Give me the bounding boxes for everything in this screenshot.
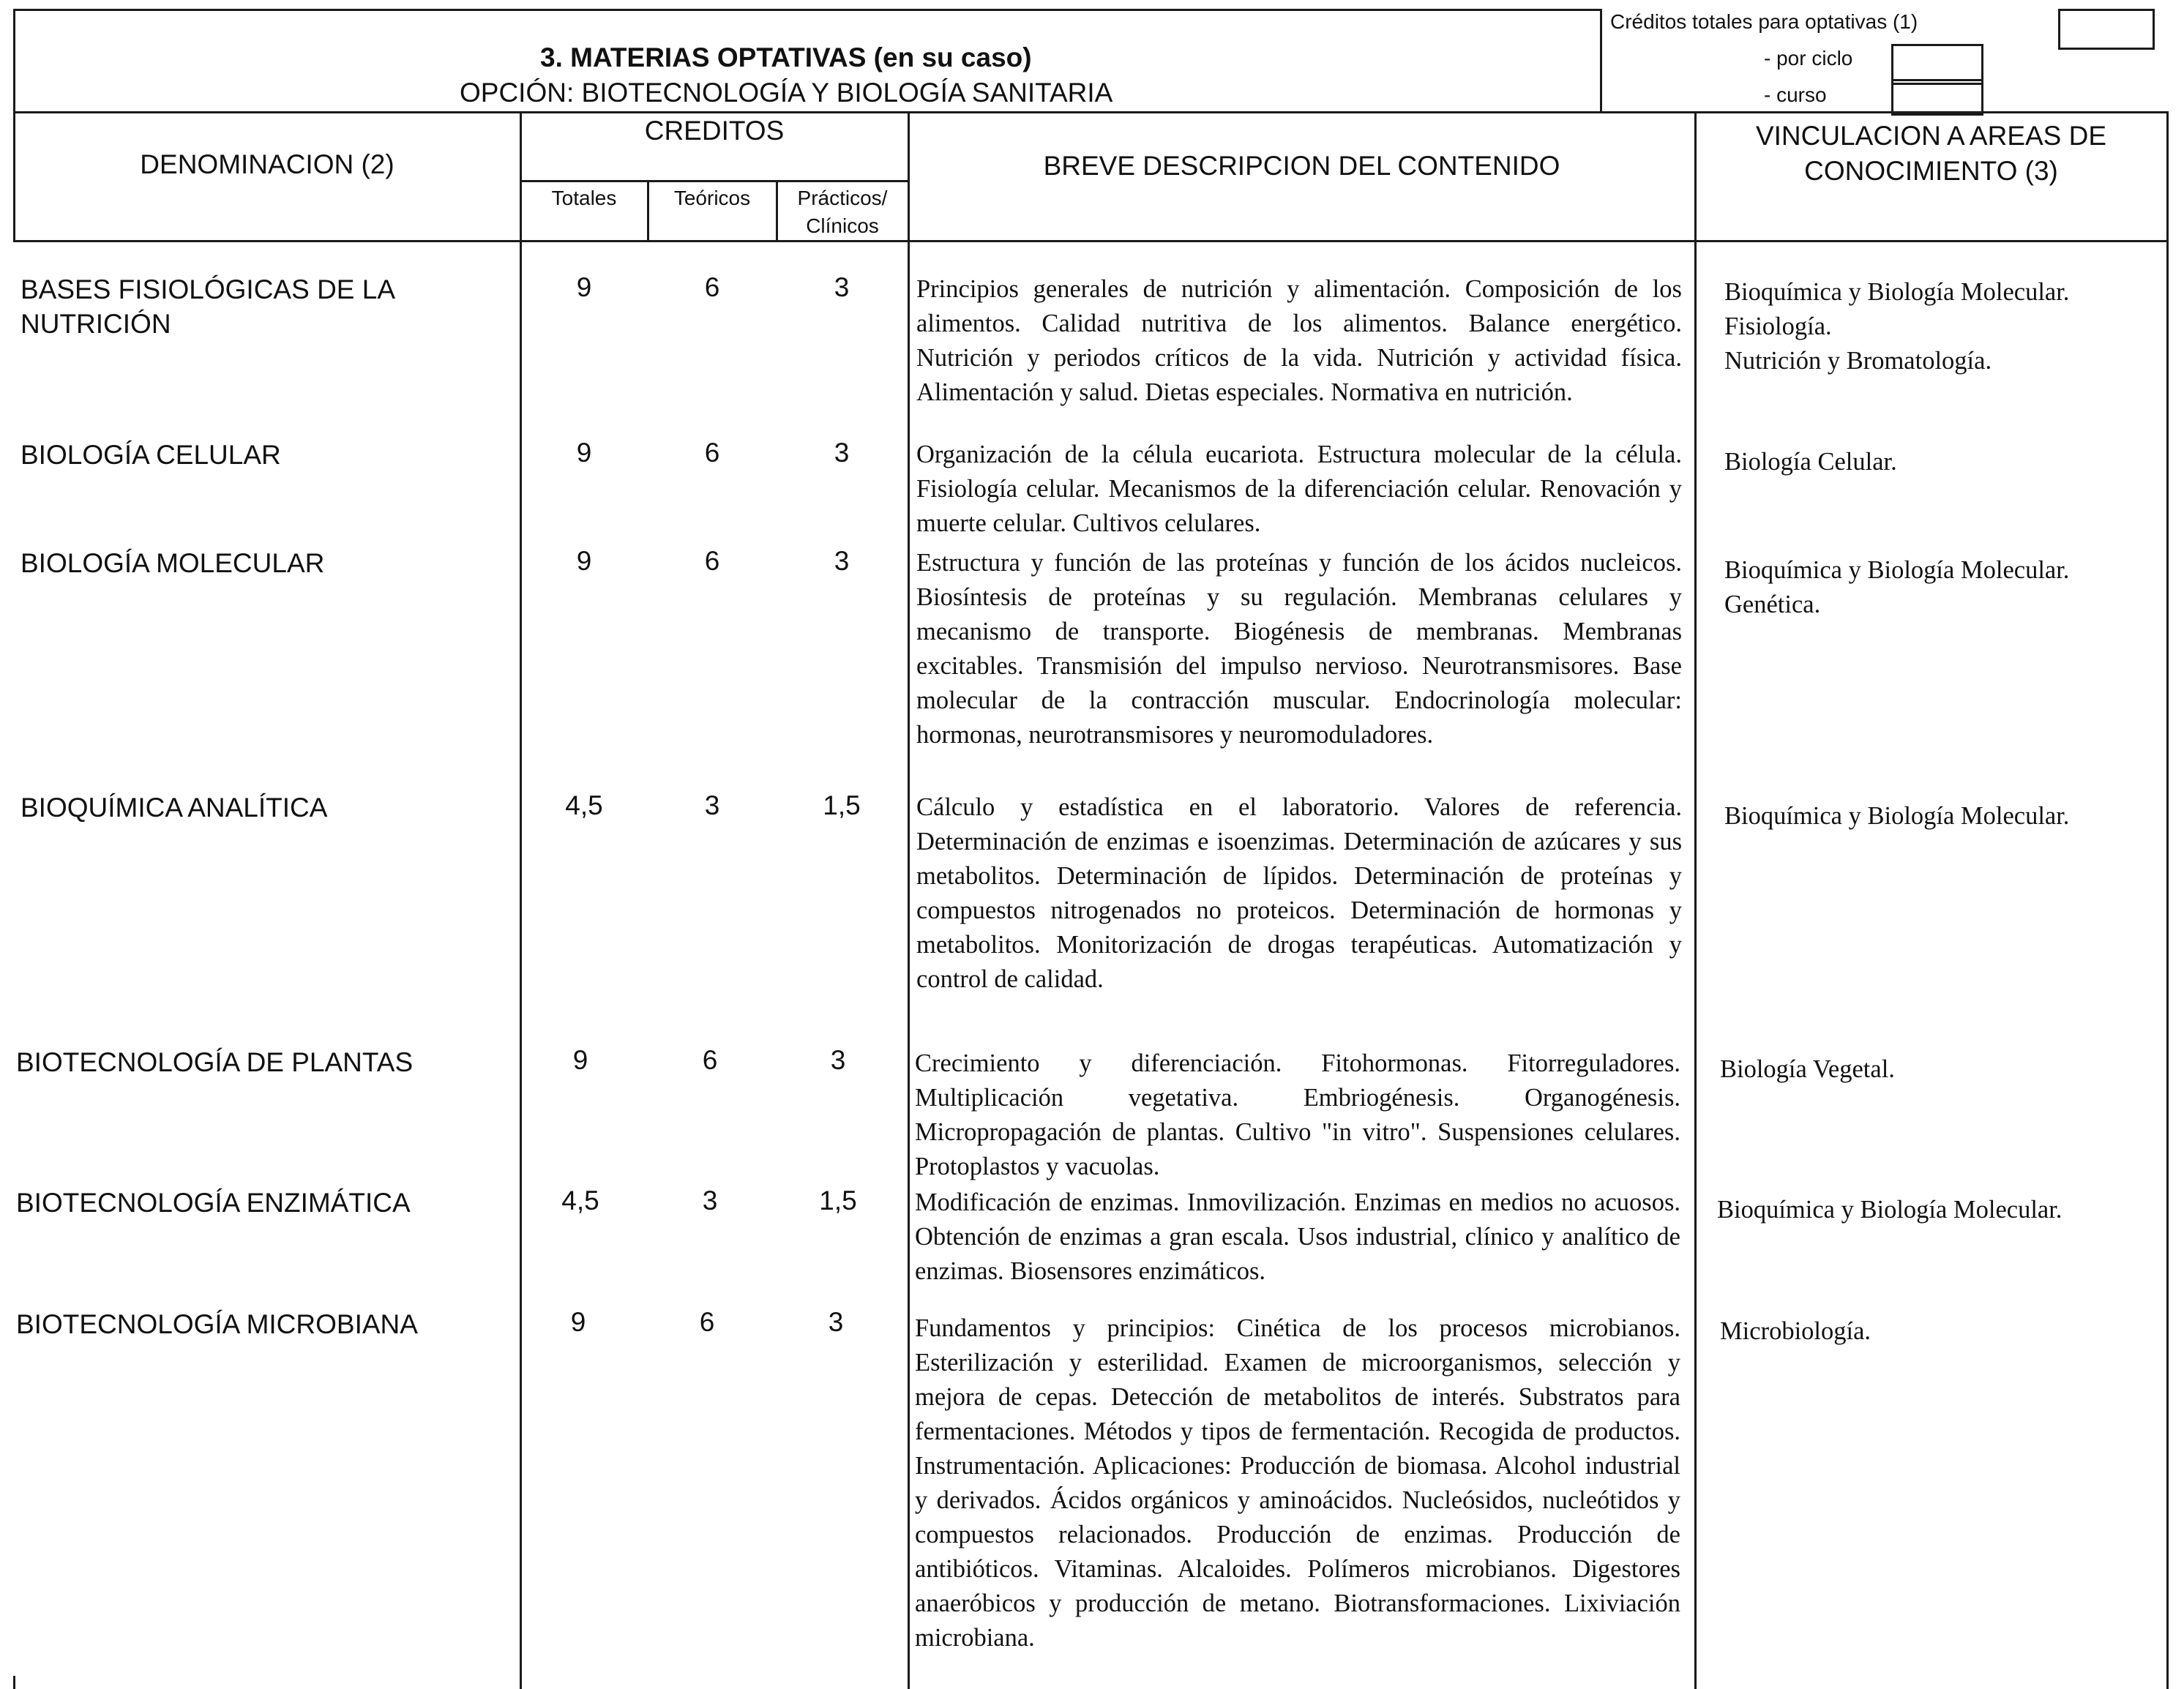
- course-label: - curso: [1764, 83, 1827, 106]
- credits-totals: 4,5: [565, 790, 603, 820]
- knowledge-area: Fisiología.: [1724, 312, 1832, 340]
- col-practice-header-line1: Prácticos/: [797, 187, 888, 209]
- credits-theory: 3: [704, 790, 720, 820]
- credits-total-box[interactable]: [2058, 9, 2155, 50]
- credits-theory: 6: [704, 546, 720, 576]
- per-cycle-label: - por ciclo: [1764, 47, 1853, 70]
- knowledge-area: Biología Celular.: [1724, 448, 1897, 476]
- knowledge-areas: [1720, 1314, 1871, 1349]
- option-subtitle: OPCIÓN: BIOTECNOLOGÍA Y BIOLOGÍA SANITARIA: [460, 78, 1113, 108]
- credits-totals: 9: [576, 546, 592, 576]
- content-description: Estructura y función de las proteínas y función de los ácidos nucleicos. Biosíntesis de proteínas y su regulación. Membranas celulares y mecanismo de transporte. Biogénesis de membranas. Membranas excitables. Transmisión del impulso nervioso. Neurotransmisores. Base molecular de la contracción muscular. Endocrinología molecular: hormonas, neurotransmisores y neuromoduladores.: [916, 549, 1682, 749]
- knowledge-areas: [1720, 1052, 1895, 1087]
- course-box[interactable]: [1891, 79, 1983, 116]
- col-practice-header-line2: Clínicos: [806, 214, 879, 237]
- col-practice-header: [777, 184, 908, 240]
- subject-name: BIOLOGÍA CELULAR: [20, 440, 281, 470]
- subject-name: BASES FISIOLÓGICAS DE LA NUTRICIÓN: [20, 274, 394, 339]
- subject-name: BIOLOGÍA MOLECULAR: [20, 548, 325, 578]
- content-description: Organización de la célula eucariota. Estructura molecular de la célula. Fisiología celular. Mecanismos de la diferenciación celular. Renovación y muerte celular. Cultivos celulares.: [916, 441, 1682, 537]
- knowledge-areas: [1717, 1193, 2062, 1227]
- credits-totals: 9: [576, 272, 592, 302]
- knowledge-area: Bioquímica y Biología Molecular.: [1724, 278, 2070, 306]
- credits-practice: 1,5: [823, 790, 861, 820]
- knowledge-area: Biología Vegetal.: [1720, 1055, 1895, 1083]
- col-totals-header: Totales: [551, 187, 617, 209]
- section-title: 3. MATERIAS OPTATIVAS (en su caso): [540, 42, 1032, 72]
- subject-name: BIOTECNOLOGÍA ENZIMÁTICA: [16, 1188, 411, 1218]
- col-theory-header: Teóricos: [673, 187, 751, 209]
- credits-totals: 4,5: [561, 1186, 599, 1216]
- col-areas-header: [1696, 119, 2166, 189]
- subject-name: BIOTECNOLOGÍA MICROBIANA: [16, 1309, 418, 1339]
- credits-totals: 9: [570, 1307, 586, 1337]
- content-description: Cálculo y estadística en el laboratorio. Valores de referencia. Determinación de enzimas e isoenzimas. Determinación de azúcares y sus metabolitos. Determinación de lípidos. Determinación de proteínas y compuestos nitrogenados no proteicos. Determinación de hormonas y metabolitos. Monitorización de drogas terapéuticas. Automatización y control de calidad.: [916, 793, 1682, 993]
- col-description-header: BREVE DESCRIPCION DEL CONTENIDO: [1043, 151, 1560, 181]
- col-denomination-header: DENOMINACION (2): [140, 149, 394, 179]
- credits-practice: 1,5: [819, 1186, 857, 1216]
- subject-name: BIOTECNOLOGÍA DE PLANTAS: [16, 1047, 414, 1077]
- knowledge-areas: [1724, 445, 1897, 479]
- col-areas-header-line2: CONOCIMIENTO (3): [1804, 156, 2058, 186]
- content-description: Principios generales de nutrición y alimentación. Composición de los alimentos. Calidad nutritiva de los alimentos. Balance energético. Nutrición y periodos críticos de la vida. Nutrición y actividad física. Alimentación y salud. Dietas especiales. Normativa en nutrición.: [916, 275, 1682, 406]
- content-description: Crecimiento y diferenciación. Fitohormonas. Fitorreguladores. Multiplicación vegetativa. Embriogénesis. Organogénesis. Micropropagación de plantas. Cultivo "in vitro". Suspensiones celulares. Protoplastos y vacuolas.: [915, 1049, 1680, 1180]
- credits-theory: 6: [704, 272, 720, 302]
- knowledge-area: Bioquímica y Biología Molecular.: [1724, 802, 2070, 830]
- credits-theory: 3: [702, 1186, 718, 1216]
- credits-theory: 6: [702, 1045, 718, 1075]
- knowledge-area: Genética.: [1724, 591, 1821, 618]
- knowledge-area: Microbiología.: [1720, 1317, 1871, 1345]
- credits-practice: 3: [828, 1307, 844, 1337]
- knowledge-areas: [1724, 553, 2069, 622]
- credits-totals: 9: [576, 438, 592, 468]
- knowledge-area: Bioquímica y Biología Molecular.: [1717, 1196, 2063, 1224]
- col-areas-header-line1: VINCULACION A AREAS DE: [1755, 121, 2107, 151]
- subject-name: BIOQUÍMICA ANALÍTICA: [20, 793, 328, 823]
- credits-practice: 3: [834, 438, 850, 468]
- knowledge-area: Nutrición y Bromatología.: [1724, 347, 1992, 375]
- credits-totals: 9: [572, 1045, 588, 1075]
- knowledge-areas: [1724, 799, 2069, 834]
- knowledge-area: Bioquímica y Biología Molecular.: [1724, 556, 2070, 584]
- knowledge-areas: [1724, 275, 2069, 378]
- credits-theory: 6: [704, 438, 720, 468]
- credits-practice: 3: [830, 1045, 846, 1075]
- content-description: Modificación de enzimas. Inmovilización. Enzimas en medios no acuosos. Obtención de enzimas a gran escala. Usos industrial, clínico y analítico de enzimas. Biosensores enzimáticos.: [915, 1188, 1680, 1285]
- credits-total-label: Créditos totales para optativas (1): [1610, 10, 1918, 33]
- content-description: Fundamentos y principios: Cinética de los procesos microbianos. Esterilización y esterilidad. Examen de microorganismos, selección y mejora de cepas. Detección de metabolitos de interés. Substratos para fermentaciones. Métodos y tipos de fermentación. Recogida de productos. Instrumentación. Aplicaciones: Producción de biomasa. Alcohol industrial y derivados. Ácidos orgánicos y aminoácidos. Nucleósidos, nucleótidos y compuestos relacionados. Producción de enzimas. Producción de antibióticos. Vitaminas. Alcaloides. Polímeros microbianos. Digestores anaeróbicos y producción de metano. Biotransformaciones. Lixiviación microbiana.: [915, 1314, 1680, 1652]
- col-credits-header: CREDITOS: [644, 116, 785, 146]
- credits-theory: 6: [699, 1307, 715, 1337]
- credits-practice: 3: [834, 546, 850, 576]
- credits-practice: 3: [834, 272, 850, 302]
